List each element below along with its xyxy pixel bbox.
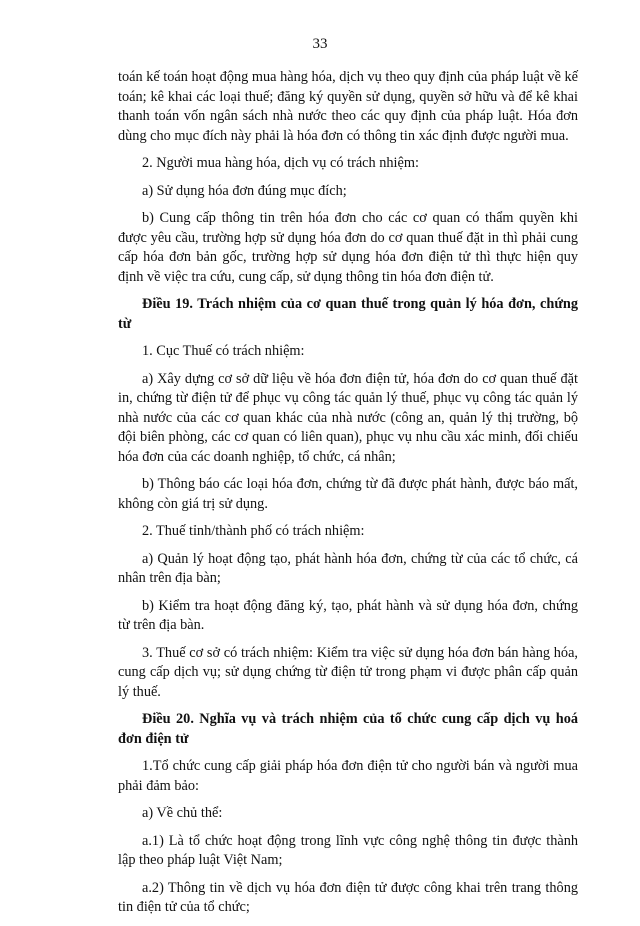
clause-2b: b) Cung cấp thông tin trên hóa đơn cho các cơ quan có thẩm quyền khi được yêu cầu, trường hợp sử dụng hóa đơn do cơ quan thuế đặt in thì phải cung cấp hóa đơn bản gốc, trường hợp sử dụng hóa đơn điện tử thì thực hiện quy định về việc tra cứu, cung cấp, sử dụng thông tin hóa đơn điện tử. bbox=[118, 210, 578, 285]
article-19-clause-2: 2. Thuế tỉnh/thành phố có trách nhiệm: bbox=[142, 523, 365, 539]
article-20-heading: Điều 20. Nghĩa vụ và trách nhiệm của tổ chức cung cấp dịch vụ hoá đơn điện tử bbox=[118, 711, 578, 747]
article-20-clause-a2: a.2) Thông tin về dịch vụ hóa đơn điện tử được công khai trên trang thông tin điện tử của tổ chức; bbox=[118, 879, 578, 915]
article-20-clause-1: 1.Tổ chức cung cấp giải pháp hóa đơn điện tử cho người bán và người mua phải đảm bảo: bbox=[118, 758, 578, 794]
article-19-heading: Điều 19. Trách nhiệm của cơ quan thuế trong quản lý hóa đơn, chứng từ bbox=[118, 296, 578, 332]
clause-2a: a) Sử dụng hóa đơn đúng mục đích; bbox=[142, 182, 347, 199]
article-20-clause-a1: a.1) Là tổ chức hoạt động trong lĩnh vực công nghệ thông tin được thành lập theo pháp luật Việt Nam; bbox=[118, 832, 578, 868]
paragraph-continuation: toán kế toán hoạt động mua hàng hóa, dịch vụ theo quy định của pháp luật về kế toán; kê khai các loại thuế; đăng ký quyền sử dụng, quyền sở hữu và để kê khai thanh toán vốn ngân sách nhà nước theo các quy định của pháp luật. Hóa đơn dùng cho mục đích này phải là hóa đơn có thông tin xác định được người mua. bbox=[118, 69, 578, 144]
page-number: 33 bbox=[312, 36, 328, 52]
clause-2-buyer-responsibility: 2. Người mua hàng hóa, dịch vụ có trách nhiệm: bbox=[142, 155, 419, 171]
article-19-clause-2b: b) Kiểm tra hoạt động đăng ký, tạo, phát hành và sử dụng hóa đơn, chứng từ trên địa bàn. bbox=[118, 597, 578, 633]
article-19-clause-2a: a) Quản lý hoạt động tạo, phát hành hóa đơn, chứng từ của các tổ chức, cá nhân trên địa bàn; bbox=[118, 550, 578, 586]
article-19-clause-1a: a) Xây dựng cơ sở dữ liệu về hóa đơn điện tử, hóa đơn do cơ quan thuế đặt in, chứng từ điện tử để phục vụ công tác quản lý thuế, phục vụ công tác quản lý nhà nước của các cơ quan khác của nhà nước (công an, quản lý thị trường, bộ đội biên phòng, các cơ quan có liên quan), phục vụ nhu cầu xác minh, đối chiếu hóa đơn của các doanh nghiệp, tổ chức, cá nhân; bbox=[118, 370, 578, 465]
article-19-clause-1: 1. Cục Thuế có trách nhiệm: bbox=[142, 343, 305, 359]
article-20-clause-1a: a) Về chủ thể: bbox=[142, 805, 223, 821]
article-19-clause-3: 3. Thuế cơ sở có trách nhiệm: Kiểm tra việc sử dụng hóa đơn bán hàng hóa, cung cấp dịch vụ; sử dụng chứng từ điện tử trong phạm vi được phân cấp quản lý thuế. bbox=[118, 644, 578, 700]
article-19-clause-1b: b) Thông báo các loại hóa đơn, chứng từ đã được phát hành, được báo mất, không còn giá trị sử dụng. bbox=[118, 476, 578, 512]
document-body bbox=[118, 68, 578, 926]
